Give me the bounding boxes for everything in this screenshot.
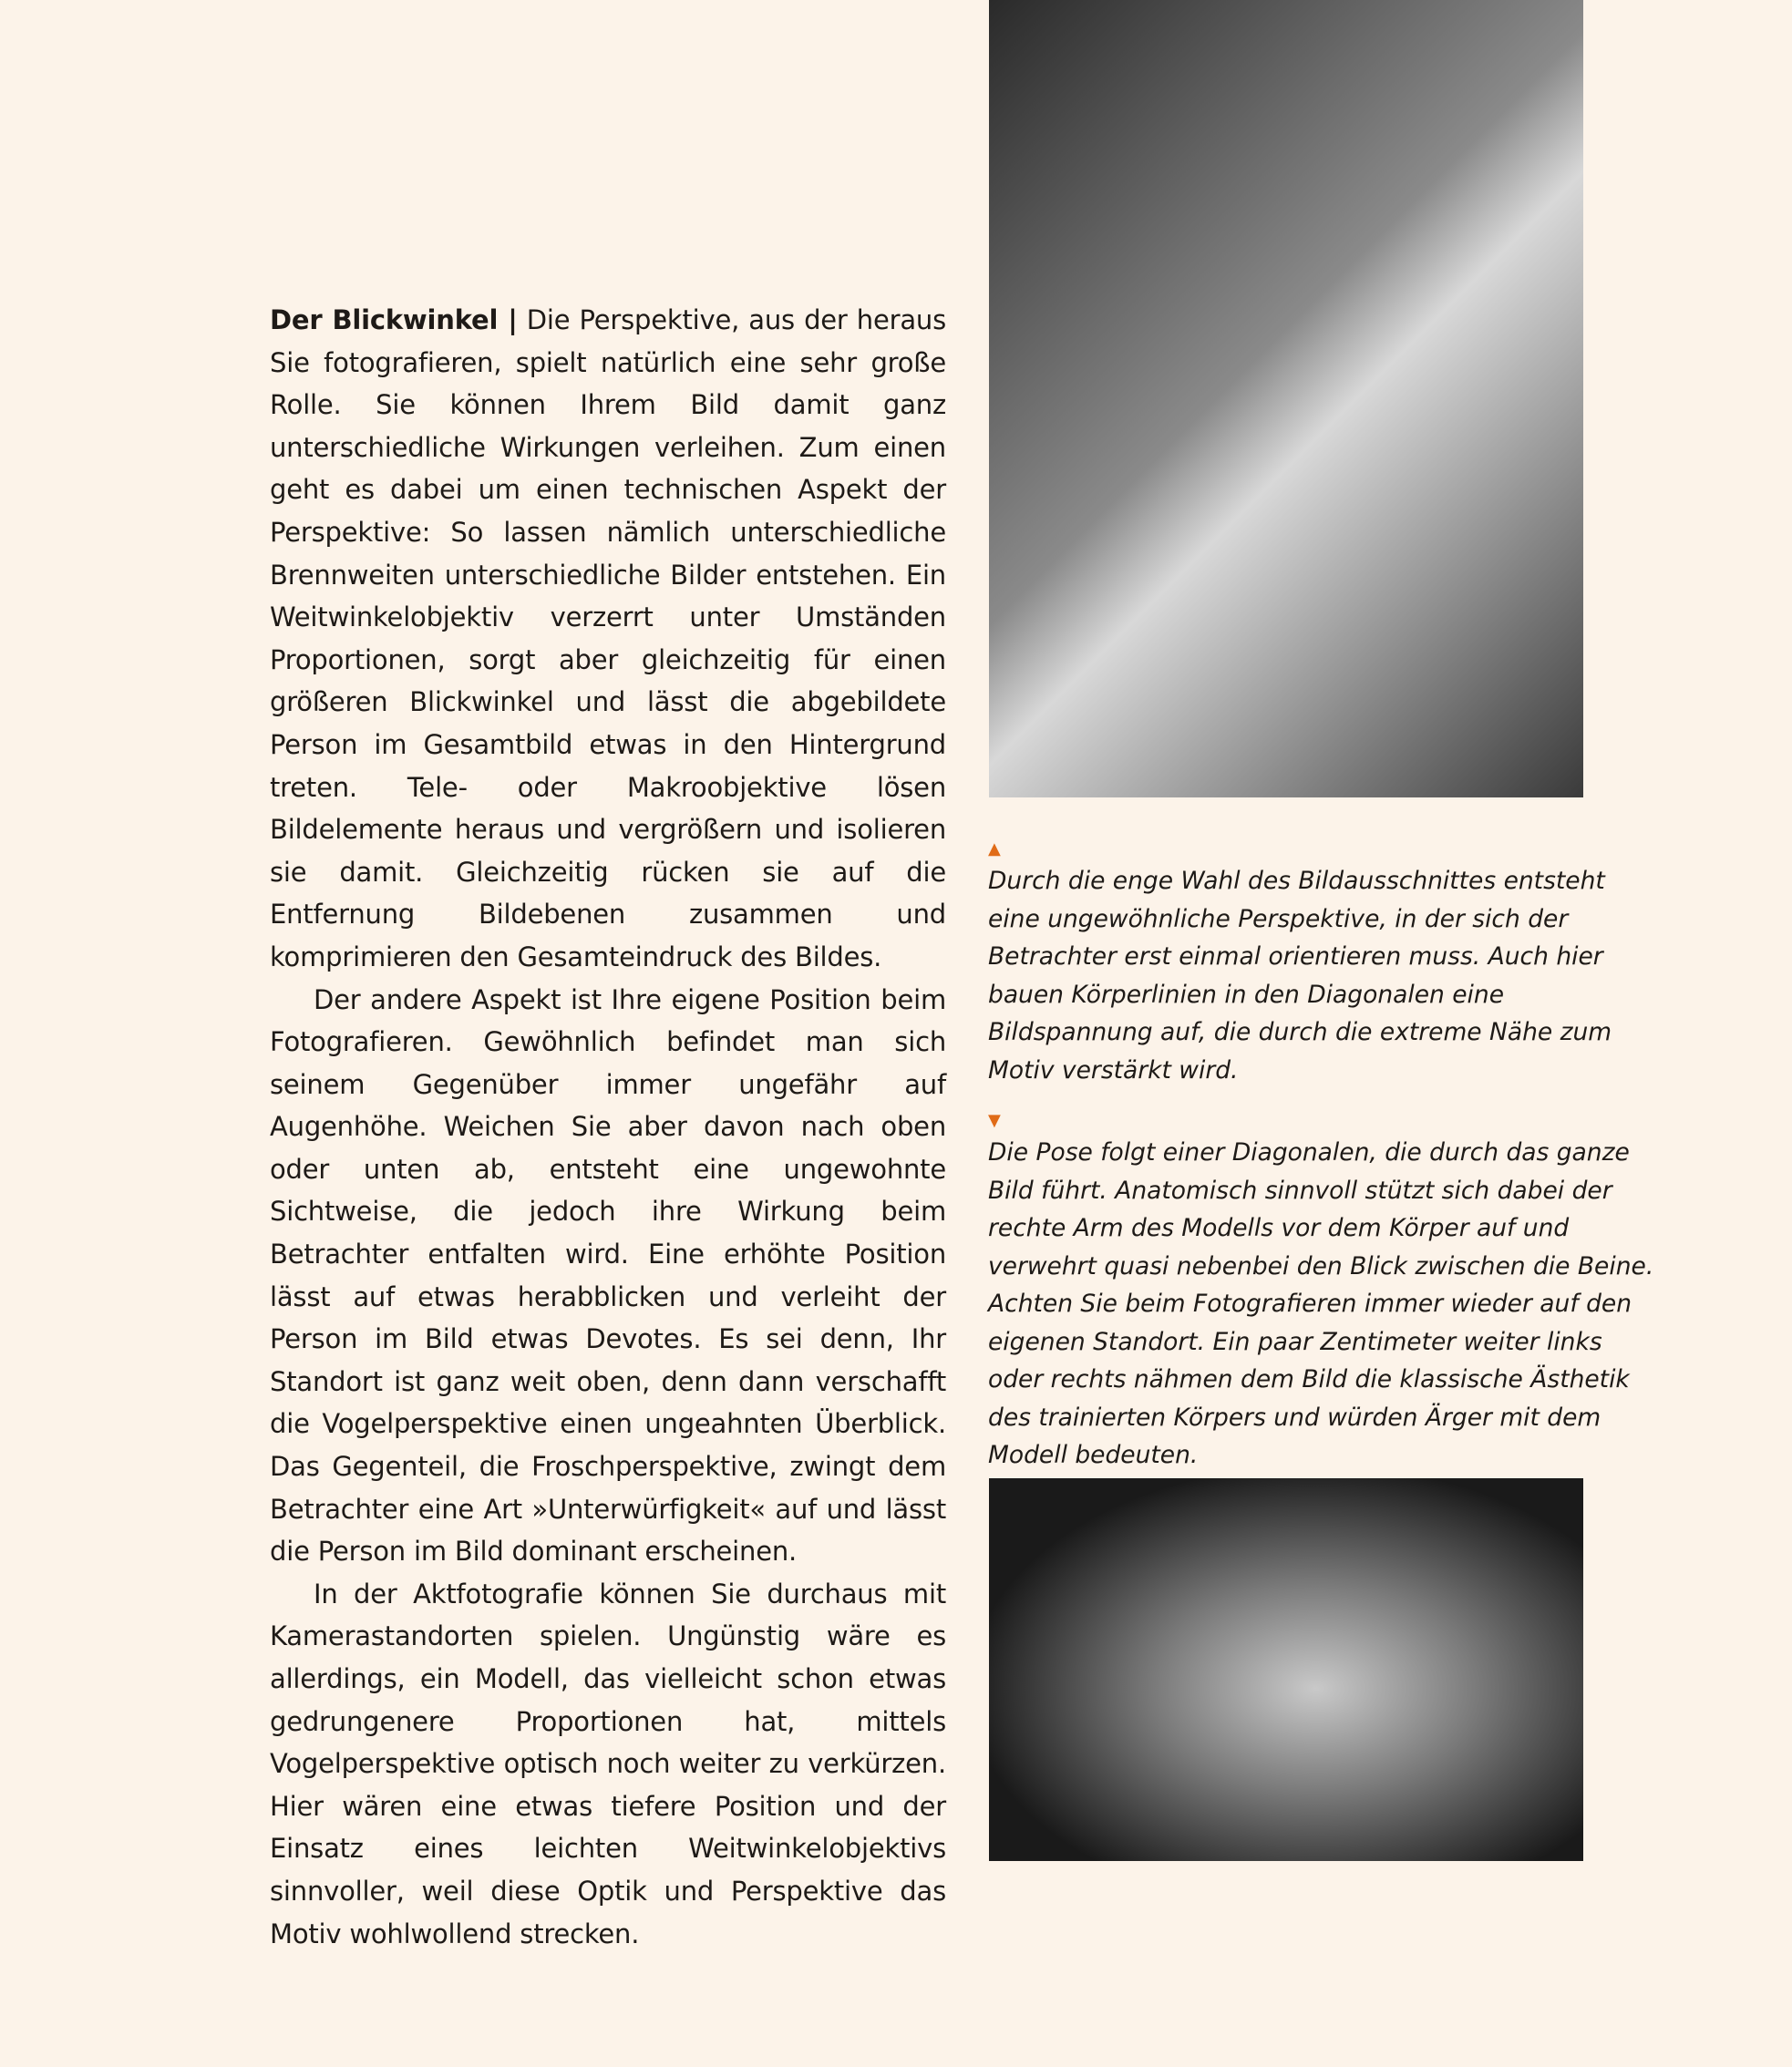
- section-lead: Der Blickwinkel |: [270, 304, 518, 335]
- triangle-down-icon: ▼: [988, 1111, 1001, 1130]
- triangle-up-icon: ▲: [988, 839, 1001, 859]
- caption-bottom: [988, 1108, 1663, 1475]
- caption-top-text: Durch die enge Wahl des Bildausschnittes entsteht eine ungewöhnliche Perspektive, in der sich der Betrachter erst einmal orientieren muss. Auch hier bauen Körperlinien in den Diagonalen eine Bildspannung auf, die durch die extreme Nähe zum Motiv verstärkt wird.: [988, 867, 1612, 1085]
- paragraph-1-text: Die Perspektive, aus der heraus Sie fotografieren, spielt natürlich eine sehr große Rolle. Sie können Ihrem Bild damit ganz unterschiedliche Wirkungen verleihen. Zum einen geht es dabei um einen technischen Aspekt der Perspektive: So lassen nämlich unterschiedliche Brennweiten unterschiedliche Bilder entstehen. Ein Weitwinkelobjektiv verzerrt unter Umständen Proportionen, sorgt aber gleichzeitig für einen größeren Blickwinkel und lässt die abgebildete Person im Gesamtbild etwas in den Hintergrund treten. Tele- oder Makroobjektive lösen Bildelemente heraus und vergrößern und isolieren sie damit. Gleichzeitig rücken sie auf die Entfernung Bildebenen zusammen und komprimieren den Gesamteindruck des Bildes.: [270, 304, 946, 972]
- paragraph-2: Der andere Aspekt ist Ihre eigene Position beim Fotografieren. Gewöhnlich befindet man sich seinem Gegenüber immer ungefähr auf Augenhöhe. Weichen Sie aber davon nach oben oder unten ab, entsteht eine ungewohnte Sichtweise, die jedoch ihre Wirkung beim Betrachter entfalten wird. Eine erhöhte Position lässt auf etwas herabblicken und verleiht der Person im Bild etwas Devotes. Es sei denn, Ihr Standort ist ganz weit oben, denn dann verschafft die Vogelperspektive einen ungeahnten Überblick. Das Gegenteil, die Froschperspektive, zwingt dem Betrachter eine Art »Unterwürfigkeit« auf und lässt die Person im Bild dominant erscheinen.: [270, 983, 946, 1568]
- caption-top: [988, 837, 1663, 1089]
- caption-bottom-text: Die Pose folgt einer Diagonalen, die durch das ganze Bild führt. Anatomisch sinnvoll stützt sich dabei der rechte Arm des Modells vor dem Körper auf und verwehrt quasi nebenbei den Blick zwischen die Beine. Achten Sie beim Fotografieren immer wieder auf den eigenen Standort. Ein paar Zentimeter weiter links oder rechts nähmen dem Bild die klassische Ästhetik des trainierten Körpers und würden Ärger mit dem Modell bedeuten.: [988, 1138, 1654, 1469]
- photo-bottom: [989, 1478, 1583, 1861]
- paragraph-3: In der Aktfotografie können Sie durchaus mit Kamerastandorten spielen. Ungünstig wäre es allerdings, ein Modell, das vielleicht schon etwas gedrungenere Proportionen hat, mittels Vogelperspektive optisch noch weiter zu verkürzen. Hier wären eine etwas tiefere Position und der Einsatz eines leichten Weitwinkelobjektivs sinnvoller, weil diese Optik und Perspektive das Motiv wohlwollend strecken.: [270, 1578, 946, 1949]
- paragraph-1: [270, 299, 946, 979]
- photo-top: [989, 0, 1583, 797]
- body-text: [270, 299, 946, 1955]
